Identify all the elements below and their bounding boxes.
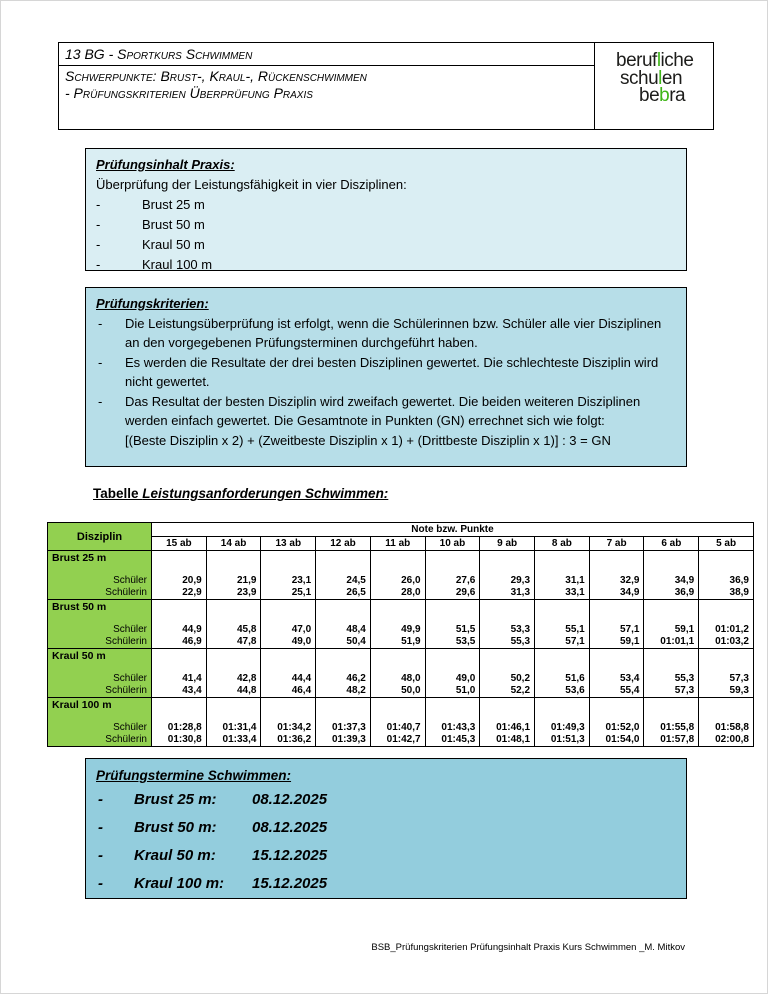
spacer-cell: [370, 664, 425, 672]
spacer-cell: [480, 615, 535, 623]
time-cell: 27,6: [425, 574, 480, 587]
row-label: Schüler: [48, 672, 152, 685]
empty-cell: [480, 649, 535, 664]
spacer-cell: [480, 566, 535, 574]
discipline-item: Kraul 100 m: [142, 257, 213, 272]
time-cell: 48,0: [370, 672, 425, 685]
note-col-header: 6 ab: [644, 537, 699, 551]
time-cell: 36,9: [699, 574, 754, 587]
empty-cell: [535, 649, 590, 664]
list-dash: -: [98, 819, 103, 836]
time-cell: 26,5: [316, 587, 371, 600]
performance-table: [47, 522, 754, 747]
time-cell: 01:36,2: [261, 734, 316, 747]
schueler-row: [48, 574, 754, 587]
exam-date: 15.12.2025: [252, 875, 328, 892]
time-cell: 01:42,7: [370, 734, 425, 747]
spacer-cell: [370, 615, 425, 623]
time-cell: 01:45,3: [425, 734, 480, 747]
spacer-cell: [425, 664, 480, 672]
spacer-cell: [699, 566, 754, 574]
schuelerin-row: [48, 685, 754, 698]
spacer-cell: [589, 615, 644, 623]
header-text: [59, 43, 594, 129]
empty-cell: [480, 600, 535, 615]
discipline-row: [48, 551, 754, 566]
exam-discipline: Brust 50 m:: [134, 819, 217, 836]
time-cell: 57,1: [589, 623, 644, 636]
row-label: Schüler: [48, 623, 152, 636]
note-col-header: 13 ab: [261, 537, 316, 551]
spacer-cell: [261, 664, 316, 672]
empty-cell: [316, 698, 371, 713]
empty-cell: [644, 600, 699, 615]
empty-cell: [152, 600, 207, 615]
criteria-text: Das Resultat der besten Disziplin wird zweifach gewertet. Die beiden weiteren Disziplinen werden einfach gewertet. Die Gesamtnote in Punkten (GN) errechnet sich wie folgt:: [125, 393, 641, 428]
spacer-cell: [425, 566, 480, 574]
logo-text: ra: [669, 85, 686, 106]
list-dash: -: [96, 217, 101, 232]
exam-content-intro: Überprüfung der Leistungsfähigkeit in vier Disziplinen:: [96, 177, 407, 192]
time-cell: 26,0: [370, 574, 425, 587]
time-cell: 48,2: [316, 685, 371, 698]
spacer-cell: [261, 615, 316, 623]
time-cell: 46,9: [152, 636, 207, 649]
spacer-cell: [699, 664, 754, 672]
time-cell: 47,0: [261, 623, 316, 636]
time-cell: 01:34,2: [261, 721, 316, 734]
time-cell: 01:55,8: [644, 721, 699, 734]
note-col-header: 14 ab: [206, 537, 261, 551]
empty-cell: [261, 551, 316, 566]
note-col-header: 7 ab: [589, 537, 644, 551]
time-cell: 33,1: [535, 587, 590, 600]
criteria-item: [96, 314, 676, 353]
spacer-cell: [644, 713, 699, 721]
time-cell: 55,1: [535, 623, 590, 636]
list-dash: -: [98, 393, 103, 409]
list-dash: -: [96, 237, 101, 252]
time-cell: 59,1: [589, 636, 644, 649]
time-cell: 20,9: [152, 574, 207, 587]
header-subtitle-block: [59, 66, 594, 104]
spacer-cell: [48, 566, 152, 574]
exam-discipline: Brust 25 m:: [134, 791, 217, 808]
row-label: Schülerin: [48, 685, 152, 698]
empty-cell: [316, 551, 371, 566]
criteria-item: [96, 353, 676, 392]
time-cell: 34,9: [644, 574, 699, 587]
time-cell: 46,4: [261, 685, 316, 698]
time-cell: 53,4: [589, 672, 644, 685]
list-dash: -: [98, 875, 103, 892]
table-body: [48, 551, 754, 747]
discipline-item: Brust 50 m: [142, 217, 205, 232]
discipline-item: Kraul 50 m: [142, 237, 205, 252]
spacer-row: [48, 615, 754, 623]
empty-cell: [206, 600, 261, 615]
time-cell: 01:39,3: [316, 734, 371, 747]
time-cell: 46,2: [316, 672, 371, 685]
criteria-text: Die Leistungsüberprüfung ist erfolgt, wenn die Schülerinnen bzw. Schüler alle vier Disziplinen an den vorgegebenen Prüfungsterminen durchgeführt haben.: [125, 315, 662, 350]
spacer-row: [48, 713, 754, 721]
row-label: Schüler: [48, 574, 152, 587]
header-subtitle-line1: Schwerpunkte: Brust-, Kraul-, Rückenschwimmen: [65, 68, 367, 84]
spacer-cell: [48, 664, 152, 672]
header-box: [58, 42, 714, 130]
time-cell: 48,4: [316, 623, 371, 636]
time-cell: 59,3: [699, 685, 754, 698]
time-cell: 01:40,7: [370, 721, 425, 734]
spacer-cell: [535, 713, 590, 721]
exam-date-row: [96, 870, 676, 898]
empty-cell: [699, 600, 754, 615]
exam-content-title: Prüfungsinhalt Praxis:: [96, 157, 235, 172]
logo-text: en: [661, 67, 683, 89]
time-cell: 49,0: [425, 672, 480, 685]
schueler-row: [48, 672, 754, 685]
spacer-cell: [699, 615, 754, 623]
time-cell: 57,3: [644, 685, 699, 698]
discipline-label: Brust 50 m: [48, 600, 152, 615]
time-cell: 36,9: [644, 587, 699, 600]
time-cell: 32,9: [589, 574, 644, 587]
empty-cell: [699, 698, 754, 713]
empty-cell: [589, 698, 644, 713]
time-cell: 55,3: [480, 636, 535, 649]
spacer-cell: [316, 713, 371, 721]
spacer-cell: [206, 664, 261, 672]
discipline-label: Brust 25 m: [48, 551, 152, 566]
time-cell: 01:31,4: [206, 721, 261, 734]
exam-criteria-title: Prüfungskriterien:: [96, 296, 209, 311]
note-col-header: 15 ab: [152, 537, 207, 551]
note-col-header: 5 ab: [699, 537, 754, 551]
empty-cell: [535, 551, 590, 566]
time-cell: 01:28,8: [152, 721, 207, 734]
empty-cell: [589, 649, 644, 664]
time-cell: 21,9: [206, 574, 261, 587]
exam-date-row: [96, 814, 676, 842]
empty-cell: [206, 698, 261, 713]
time-cell: 59,1: [644, 623, 699, 636]
exam-discipline: Kraul 50 m:: [134, 847, 216, 864]
time-cell: 51,0: [425, 685, 480, 698]
time-cell: 01:57,8: [644, 734, 699, 747]
list-dash: -: [98, 315, 103, 331]
empty-cell: [644, 551, 699, 566]
time-cell: 53,6: [535, 685, 590, 698]
table-heading-rest: Leistungsanforderungen Schwimmen:: [142, 486, 389, 501]
criteria-text: Es werden die Resultate der drei besten Disziplinen gewertet. Die schlechteste Disziplin wird nicht gewertet.: [125, 354, 659, 389]
empty-cell: [425, 600, 480, 615]
empty-cell: [152, 698, 207, 713]
empty-cell: [644, 698, 699, 713]
time-cell: 50,2: [480, 672, 535, 685]
logo-green-letter: b: [659, 85, 670, 106]
time-cell: 01:54,0: [589, 734, 644, 747]
exam-date-row: [96, 786, 676, 814]
spacer-cell: [261, 713, 316, 721]
empty-cell: [480, 698, 535, 713]
table-heading: [93, 486, 388, 501]
time-cell: 44,8: [206, 685, 261, 698]
schuelerin-row: [48, 587, 754, 600]
time-cell: 01:52,0: [589, 721, 644, 734]
exam-date-row: [96, 842, 676, 870]
exam-date: 08.12.2025: [252, 791, 328, 808]
time-cell: 01:49,3: [535, 721, 590, 734]
spacer-cell: [48, 713, 152, 721]
exam-discipline: Kraul 100 m:: [134, 875, 225, 892]
time-cell: 34,9: [589, 587, 644, 600]
empty-cell: [425, 551, 480, 566]
empty-cell: [152, 551, 207, 566]
criteria-item: [96, 392, 676, 431]
time-cell: 29,6: [425, 587, 480, 600]
exam-date: 08.12.2025: [252, 819, 328, 836]
empty-cell: [699, 551, 754, 566]
logo-line-bebra: [639, 87, 713, 105]
time-cell: 23,9: [206, 587, 261, 600]
time-cell: 01:58,8: [699, 721, 754, 734]
empty-cell: [206, 551, 261, 566]
logo-green-letter: l: [656, 50, 661, 71]
schuelerin-row: [48, 636, 754, 649]
course-title: 13 BG - Sportkurs Schwimmen: [59, 43, 594, 66]
spacer-cell: [316, 664, 371, 672]
grade-formula: [(Beste Disziplin x 2) + (Zweitbeste Disziplin x 1) + (Drittbeste Disziplin x 1)] : 3 = GN: [125, 432, 611, 448]
time-cell: 01:37,3: [316, 721, 371, 734]
time-cell: 53,5: [425, 636, 480, 649]
list-item: [96, 215, 676, 235]
time-cell: 41,4: [152, 672, 207, 685]
list-item: [96, 195, 676, 215]
time-cell: 51,5: [425, 623, 480, 636]
empty-cell: [370, 698, 425, 713]
note-col-header: 8 ab: [535, 537, 590, 551]
discipline-label: Kraul 50 m: [48, 649, 152, 664]
spacer-cell: [206, 713, 261, 721]
logo-text: schu: [620, 67, 659, 89]
spacer-cell: [206, 566, 261, 574]
time-cell: 45,8: [206, 623, 261, 636]
time-cell: 50,4: [316, 636, 371, 649]
time-cell: 01:03,2: [699, 636, 754, 649]
spacer-cell: [370, 713, 425, 721]
time-cell: 51,9: [370, 636, 425, 649]
document-footer: BSB_Prüfungskriterien Prüfungsinhalt Praxis Kurs Schwimmen _M. Mitkov: [371, 942, 685, 953]
spacer-cell: [152, 713, 207, 721]
discipline-item: Brust 25 m: [142, 197, 205, 212]
time-cell: 01:48,1: [480, 734, 535, 747]
time-cell: 24,5: [316, 574, 371, 587]
spacer-cell: [48, 615, 152, 623]
discipline-row: [48, 698, 754, 713]
discipline-column-header: Disziplin: [48, 523, 152, 551]
spacer-cell: [316, 566, 371, 574]
empty-cell: [261, 649, 316, 664]
spacer-cell: [152, 566, 207, 574]
time-cell: 01:51,3: [535, 734, 590, 747]
time-cell: 01:43,3: [425, 721, 480, 734]
spacer-cell: [370, 566, 425, 574]
empty-cell: [535, 698, 590, 713]
note-col-header: 10 ab: [425, 537, 480, 551]
empty-cell: [370, 649, 425, 664]
spacer-cell: [480, 713, 535, 721]
exam-date: 15.12.2025: [252, 847, 328, 864]
spacer-cell: [699, 713, 754, 721]
spacer-cell: [152, 664, 207, 672]
spacer-cell: [535, 664, 590, 672]
note-col-header: 11 ab: [370, 537, 425, 551]
spacer-cell: [425, 615, 480, 623]
spacer-row: [48, 566, 754, 574]
spacer-cell: [206, 615, 261, 623]
list-dash: -: [98, 354, 103, 370]
time-cell: 51,6: [535, 672, 590, 685]
schueler-row: [48, 721, 754, 734]
empty-cell: [644, 649, 699, 664]
time-cell: 38,9: [699, 587, 754, 600]
time-cell: 31,3: [480, 587, 535, 600]
empty-cell: [699, 649, 754, 664]
list-dash: -: [96, 257, 101, 272]
note-col-header: 9 ab: [480, 537, 535, 551]
spacer-cell: [535, 615, 590, 623]
time-cell: 43,4: [152, 685, 207, 698]
list-dash: -: [98, 791, 103, 808]
time-cell: 28,0: [370, 587, 425, 600]
empty-cell: [261, 698, 316, 713]
time-cell: 29,3: [480, 574, 535, 587]
exam-criteria-box: [85, 287, 687, 467]
time-cell: 55,3: [644, 672, 699, 685]
time-cell: 49,0: [261, 636, 316, 649]
empty-cell: [589, 600, 644, 615]
table-heading-prefix: Tabelle: [93, 486, 143, 501]
discipline-row: [48, 649, 754, 664]
row-label: Schülerin: [48, 636, 152, 649]
empty-cell: [480, 551, 535, 566]
time-cell: 01:01,1: [644, 636, 699, 649]
list-item: [96, 255, 676, 275]
empty-cell: [589, 551, 644, 566]
spacer-cell: [644, 664, 699, 672]
logo-green-letter: l: [658, 67, 662, 89]
logo-text: beruf: [616, 50, 657, 71]
spacer-cell: [589, 713, 644, 721]
empty-cell: [206, 649, 261, 664]
time-cell: 47,8: [206, 636, 261, 649]
list-dash: -: [98, 847, 103, 864]
time-cell: 22,9: [152, 587, 207, 600]
time-cell: 01:33,4: [206, 734, 261, 747]
exam-dates-title: Prüfungstermine Schwimmen:: [96, 768, 292, 783]
time-cell: 57,1: [535, 636, 590, 649]
spacer-cell: [480, 664, 535, 672]
empty-cell: [316, 649, 371, 664]
empty-cell: [425, 698, 480, 713]
row-label: Schüler: [48, 721, 152, 734]
discipline-label: Kraul 100 m: [48, 698, 152, 713]
points-group-header: Note bzw. Punkte: [152, 523, 754, 537]
schuelerin-row: [48, 734, 754, 747]
time-cell: 02:00,8: [699, 734, 754, 747]
empty-cell: [316, 600, 371, 615]
table-header-row-1: [48, 523, 754, 537]
school-logo: [594, 43, 713, 129]
spacer-cell: [425, 713, 480, 721]
spacer-cell: [644, 615, 699, 623]
logo-text: iche: [660, 50, 694, 71]
time-cell: 01:30,8: [152, 734, 207, 747]
empty-cell: [535, 600, 590, 615]
spacer-cell: [152, 615, 207, 623]
time-cell: 50,0: [370, 685, 425, 698]
time-cell: 44,4: [261, 672, 316, 685]
time-cell: 42,8: [206, 672, 261, 685]
empty-cell: [261, 600, 316, 615]
time-cell: 57,3: [699, 672, 754, 685]
empty-cell: [370, 600, 425, 615]
empty-cell: [152, 649, 207, 664]
time-cell: 49,9: [370, 623, 425, 636]
spacer-cell: [535, 566, 590, 574]
time-cell: 23,1: [261, 574, 316, 587]
header-subtitle-line2: - Prüfungskriterien Überprüfung Praxis: [65, 85, 313, 101]
empty-cell: [425, 649, 480, 664]
spacer-cell: [316, 615, 371, 623]
row-label: Schülerin: [48, 587, 152, 600]
time-cell: 55,4: [589, 685, 644, 698]
time-cell: 01:46,1: [480, 721, 535, 734]
spacer-cell: [261, 566, 316, 574]
time-cell: 44,9: [152, 623, 207, 636]
time-cell: 01:01,2: [699, 623, 754, 636]
logo-text: be: [639, 85, 660, 106]
note-headers-row: [48, 537, 754, 551]
list-dash: -: [96, 197, 101, 212]
note-col-header: 12 ab: [316, 537, 371, 551]
time-cell: 31,1: [535, 574, 590, 587]
list-item: [96, 235, 676, 255]
exam-dates-box: [85, 758, 687, 899]
discipline-row: [48, 600, 754, 615]
time-cell: 52,2: [480, 685, 535, 698]
spacer-row: [48, 664, 754, 672]
schueler-row: [48, 623, 754, 636]
spacer-cell: [589, 664, 644, 672]
spacer-cell: [644, 566, 699, 574]
exam-content-box: [85, 148, 687, 271]
time-cell: 53,3: [480, 623, 535, 636]
empty-cell: [370, 551, 425, 566]
row-label: Schülerin: [48, 734, 152, 747]
spacer-cell: [589, 566, 644, 574]
time-cell: 25,1: [261, 587, 316, 600]
